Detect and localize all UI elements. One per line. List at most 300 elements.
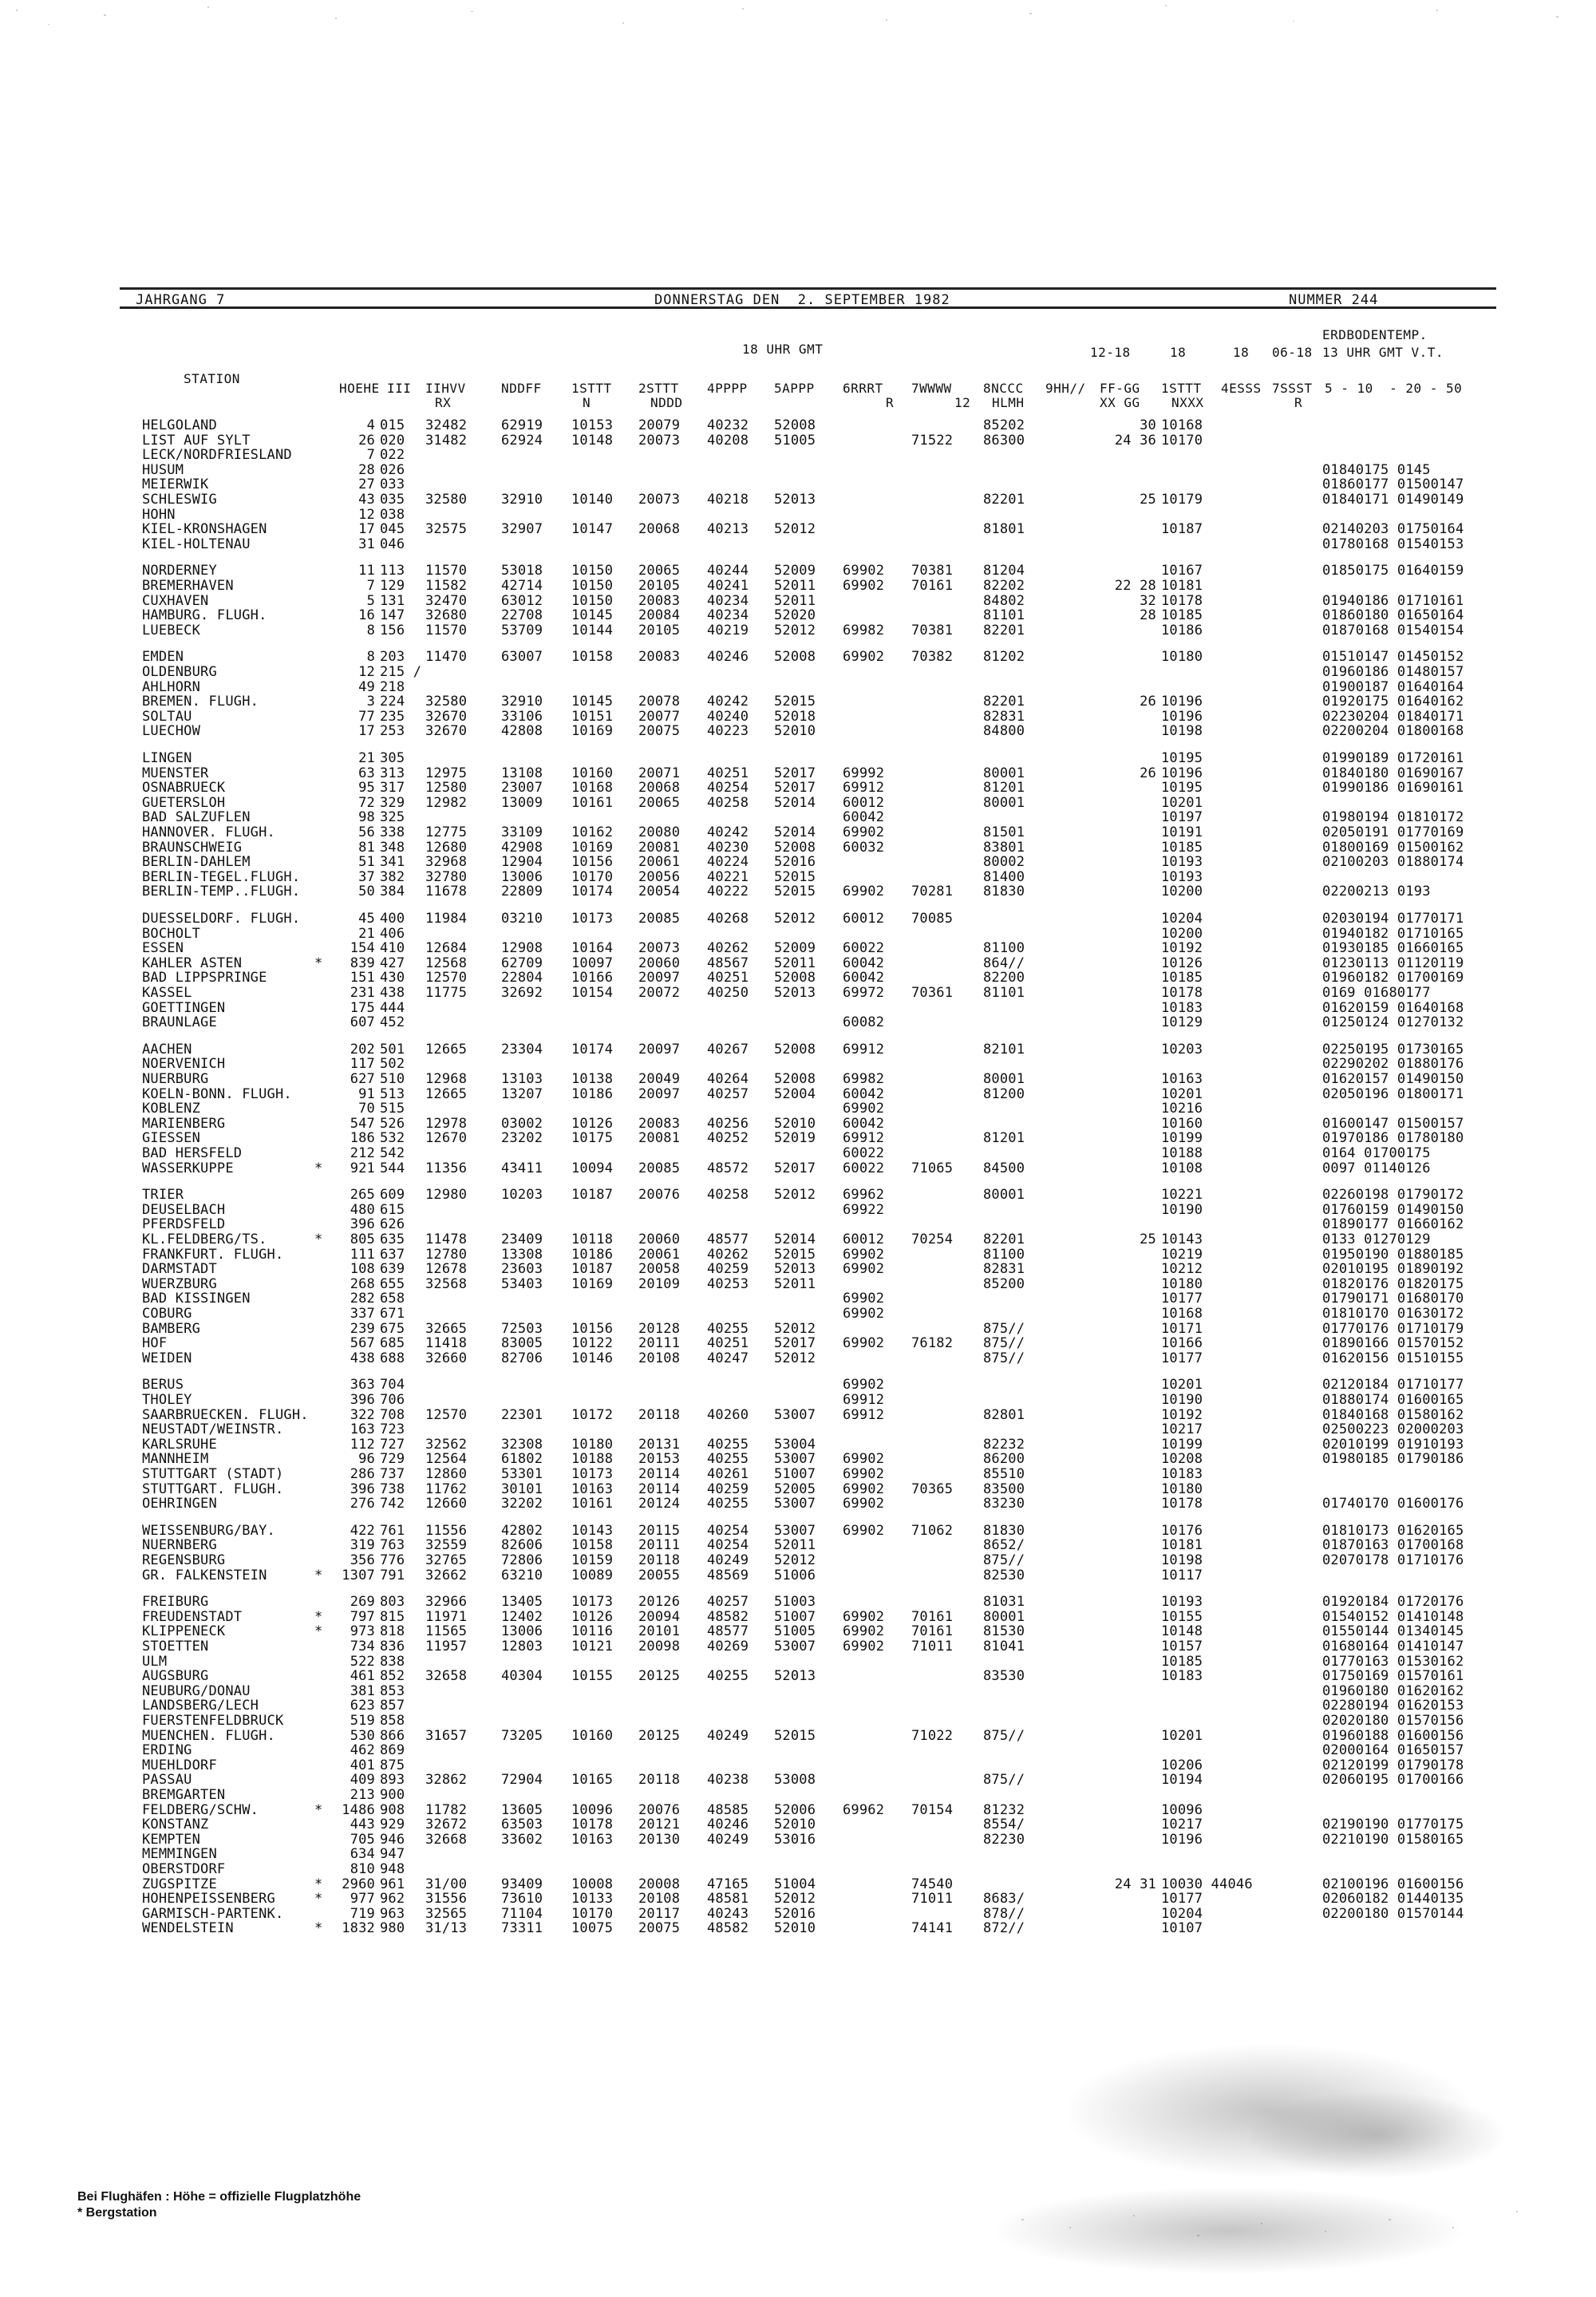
table-cell: 01980185 01790186 — [1322, 1451, 1464, 1468]
table-cell: 727 — [380, 1436, 405, 1453]
table-cell: 10185 — [1161, 1653, 1203, 1670]
table-cell: 10160 — [571, 765, 614, 781]
table-cell: 32202 — [501, 1496, 543, 1512]
table-cell: 1832 — [342, 1920, 375, 1937]
table-cell: 63007 — [501, 649, 543, 666]
table-cell: 01230113 01120119 — [1322, 955, 1464, 971]
table-cell: 10148 — [571, 432, 614, 449]
table-cell: 462 — [350, 1742, 375, 1759]
table-cell: 10159 — [571, 1552, 614, 1568]
station-name: MEIERWIK — [142, 476, 209, 493]
table-cell: 61802 — [501, 1451, 543, 1468]
table-cell: 01940186 01710161 — [1322, 592, 1464, 609]
table-cell: 156 — [380, 622, 405, 638]
col-6rrrt-sub: R — [886, 395, 895, 410]
table-cell: 40261 — [707, 1466, 749, 1482]
table-cell: 10178 — [571, 1817, 614, 1833]
table-cell: 973 — [350, 1623, 375, 1640]
table-cell: 10185 — [1161, 839, 1203, 856]
table-cell: 40219 — [707, 622, 749, 638]
table-cell: 40247 — [707, 1350, 749, 1366]
table-cell: 20008 — [638, 1876, 681, 1892]
table-cell: 544 — [380, 1160, 405, 1176]
table-cell: 11 — [358, 563, 375, 579]
table-cell: 8554/ — [983, 1817, 1025, 1833]
table-cell: 671 — [380, 1306, 405, 1322]
table-cell: 10157 — [1161, 1639, 1203, 1655]
table-cell: 82706 — [501, 1350, 543, 1366]
table-cell: 52008 — [774, 970, 816, 986]
table-cell: 81100 — [983, 940, 1025, 957]
table-cell: 0169 01680177 — [1322, 985, 1431, 1001]
table-cell: 268 — [350, 1275, 375, 1292]
table-cell: 980 — [380, 1920, 405, 1937]
table-cell: 763 — [380, 1537, 405, 1554]
soil-temp-subheader: 13 UHR GMT V.T. — [1322, 345, 1444, 360]
table-cell: 70154 — [911, 1801, 954, 1818]
table-cell: 69902 — [843, 1639, 885, 1655]
table-cell: 532 — [380, 1130, 405, 1147]
table-cell: 03002 — [501, 1115, 543, 1132]
station-name: STOETTEN — [142, 1639, 209, 1655]
table-cell: 40249 — [707, 1727, 749, 1744]
table-cell: 961 — [380, 1876, 405, 1892]
table-cell: 567 — [350, 1335, 375, 1352]
table-cell: 8652/ — [983, 1537, 1025, 1554]
table-cell: 033 — [380, 476, 405, 493]
table-cell: 20094 — [638, 1608, 681, 1625]
station-name: KOELN-BONN. FLUGH. — [142, 1085, 292, 1102]
table-cell: 875// — [983, 1727, 1025, 1744]
table-cell: 10169 — [571, 1275, 614, 1292]
table-cell: 10196 — [1161, 765, 1203, 781]
table-cell: 82201 — [983, 622, 1025, 638]
station-name: WEIDEN — [142, 1350, 192, 1366]
table-cell: 186 — [350, 1130, 375, 1147]
table-cell: 10170 — [1161, 432, 1203, 449]
table-cell: 52009 — [774, 563, 816, 579]
table-cell: 11678 — [425, 884, 468, 900]
table-cell: 11971 — [425, 1608, 468, 1625]
table-cell: 23202 — [501, 1130, 543, 1147]
table-cell: 01880174 01600165 — [1322, 1392, 1464, 1408]
table-cell: 40251 — [707, 1335, 749, 1352]
table-cell: 84802 — [983, 592, 1025, 609]
station-name: NEUBURG/DONAU — [142, 1682, 251, 1699]
table-cell: 329 — [380, 794, 405, 811]
station-name: STUTTGART (STADT) — [142, 1466, 284, 1482]
table-cell: 32482 — [425, 417, 468, 433]
col-nddff: NDDFF — [501, 381, 542, 396]
station-name: ERDING — [142, 1742, 192, 1759]
table-cell: 53007 — [774, 1496, 816, 1512]
table-cell: 13103 — [501, 1071, 543, 1087]
table-cell: 10166 — [571, 970, 614, 986]
table-cell: 81201 — [983, 1130, 1025, 1147]
table-cell: 81202 — [983, 649, 1025, 666]
table-cell: 10186 — [1161, 622, 1203, 638]
table-cell: 25 — [1140, 492, 1156, 508]
table-cell: 69922 — [843, 1201, 885, 1218]
station-name: SCHLESWIG — [142, 492, 217, 508]
table-cell: 10155 — [1161, 1608, 1203, 1625]
table-cell: 20124 — [638, 1496, 681, 1512]
station-name: BERUS — [142, 1377, 184, 1394]
table-cell: 52015 — [774, 868, 816, 885]
table-cell: 40262 — [707, 940, 749, 957]
table-cell: 10191 — [1161, 824, 1203, 840]
table-cell: 02050191 01770169 — [1322, 824, 1464, 840]
table-cell: 10172 — [571, 1406, 614, 1423]
table-cell: 21 — [358, 925, 375, 942]
table-cell: 52015 — [774, 694, 816, 710]
table-cell: 02500223 02000203 — [1322, 1421, 1464, 1438]
table-cell: 341 — [380, 854, 405, 871]
table-cell: 875// — [983, 1772, 1025, 1789]
table-cell: 70281 — [911, 884, 954, 900]
table-cell: 20058 — [638, 1261, 681, 1278]
table-cell: 10158 — [571, 1537, 614, 1554]
table-cell: 81200 — [983, 1085, 1025, 1102]
table-cell: 12908 — [501, 940, 543, 957]
table-cell: 49 — [358, 678, 375, 695]
station-name: BRAUNSCHWEIG — [142, 839, 243, 856]
table-cell: 10096 — [571, 1801, 614, 1818]
table-cell: 810 — [350, 1861, 375, 1877]
group-18b: 18 — [1233, 345, 1250, 360]
table-cell: 10177 — [1161, 1891, 1203, 1908]
table-cell: 40254 — [707, 1522, 749, 1539]
table-cell: 62924 — [501, 432, 543, 449]
table-cell: 69902 — [843, 1623, 885, 1640]
table-cell: 74141 — [911, 1920, 954, 1937]
table-cell: 10185 — [1161, 970, 1203, 986]
table-cell: 02200180 01570144 — [1322, 1905, 1464, 1922]
table-cell: 8 — [366, 649, 375, 666]
table-cell: 02190190 01770175 — [1322, 1817, 1464, 1833]
table-cell: 69902 — [843, 1377, 885, 1394]
table-cell: 108 — [350, 1261, 375, 1278]
table-cell: 53007 — [774, 1406, 816, 1423]
table-cell: 10174 — [571, 884, 614, 900]
table-cell: 212 — [350, 1145, 375, 1161]
table-cell: 382 — [380, 868, 405, 885]
table-cell: 53018 — [501, 563, 543, 579]
table-cell: 52011 — [774, 1537, 816, 1554]
table-cell: 32910 — [501, 694, 543, 710]
table-cell: 113 — [380, 563, 405, 579]
table-cell: 48582 — [707, 1608, 749, 1625]
table-cell: 10122 — [571, 1335, 614, 1352]
table-cell: 10163 — [1161, 1071, 1203, 1087]
table-cell: 502 — [380, 1056, 405, 1073]
table-cell: 32 — [1140, 592, 1156, 609]
table-cell: 01850175 01640159 — [1322, 563, 1464, 579]
table-cell: 81232 — [983, 1801, 1025, 1818]
table-cell: 02070178 01710176 — [1322, 1552, 1464, 1568]
table-cell: 10150 — [571, 592, 614, 609]
table-cell: 10193 — [1161, 868, 1203, 885]
table-cell: 48577 — [707, 1623, 749, 1640]
table-cell: 791 — [380, 1567, 405, 1583]
station-name: MUEHLDORF — [142, 1757, 217, 1773]
table-cell: 52012 — [774, 622, 816, 638]
table-cell: 10208 — [1161, 1451, 1203, 1468]
table-cell: 02210190 01580165 — [1322, 1831, 1464, 1848]
table-cell: 10173 — [571, 1466, 614, 1482]
table-cell: 40255 — [707, 1496, 749, 1512]
table-cell: 60012 — [843, 1232, 885, 1247]
table-cell: 69902 — [843, 1608, 885, 1625]
table-cell: 963 — [380, 1905, 405, 1922]
table-cell: 52010 — [774, 723, 816, 740]
table-cell: 10178 — [1161, 592, 1203, 609]
table-cell: 131 — [380, 592, 405, 609]
table-cell: 40253 — [707, 1275, 749, 1292]
table-cell: 20073 — [638, 940, 681, 957]
table-cell: 12684 — [425, 940, 468, 957]
table-cell: 02020180 01570156 — [1322, 1713, 1464, 1729]
table-cell: 32580 — [425, 694, 468, 710]
table-cell: 10186 — [571, 1246, 614, 1263]
table-cell: 76182 — [911, 1335, 954, 1352]
table-cell: 52012 — [774, 1350, 816, 1366]
table-cell: 706 — [380, 1392, 405, 1408]
table-cell: 71104 — [501, 1905, 543, 1922]
table-cell: 12680 — [425, 839, 468, 856]
table-cell: 82202 — [983, 578, 1025, 594]
table-cell: 82801 — [983, 1406, 1025, 1423]
table-cell: 10196 — [1161, 694, 1203, 710]
table-cell: 69962 — [843, 1801, 885, 1818]
table-cell: 01620159 01640168 — [1322, 999, 1464, 1016]
table-cell: 337 — [350, 1306, 375, 1322]
table-cell: 02120184 01710177 — [1322, 1377, 1464, 1394]
table-cell: 22809 — [501, 884, 543, 900]
table-cell: 53403 — [501, 1275, 543, 1292]
station-name: BREMGARTEN — [142, 1787, 226, 1803]
table-cell: 22 28 — [1114, 578, 1156, 594]
table-cell: 430 — [380, 970, 405, 986]
table-cell: 70161 — [911, 1623, 954, 1640]
table-cell: 627 — [350, 1071, 375, 1087]
table-cell: 20126 — [638, 1594, 681, 1611]
table-cell: 427 — [380, 955, 405, 971]
station-name: KOBLENZ — [142, 1101, 201, 1117]
table-cell: 52013 — [774, 985, 816, 1001]
table-cell: 338 — [380, 824, 405, 840]
table-cell: 10168 — [571, 780, 614, 797]
station-name: LIST AUF SYLT — [142, 432, 251, 449]
mountain-station-mark: * — [314, 1801, 323, 1818]
table-cell: 11775 — [425, 985, 468, 1001]
table-cell: 10160 — [571, 1727, 614, 1744]
table-cell: 20065 — [638, 563, 681, 579]
table-cell: 40240 — [707, 708, 749, 725]
table-cell: 977 — [350, 1891, 375, 1908]
table-cell: 858 — [380, 1713, 405, 1729]
table-cell: 20097 — [638, 970, 681, 986]
station-name: BOCHOLT — [142, 925, 201, 942]
table-cell: 33602 — [501, 1831, 543, 1848]
table-cell: 10140 — [571, 492, 614, 508]
table-cell: 803 — [380, 1594, 405, 1611]
table-cell: 12975 — [425, 765, 468, 781]
table-cell: 818 — [380, 1623, 405, 1640]
table-cell: 10169 — [571, 723, 614, 740]
col-hoehe: HOEHE — [339, 381, 380, 396]
col-4pppp: 4PPPP — [707, 381, 748, 396]
table-cell: 20114 — [638, 1466, 681, 1482]
table-cell: 40213 — [707, 521, 749, 538]
table-cell: 10199 — [1161, 1130, 1203, 1147]
table-cell: 10096 — [1161, 1801, 1203, 1818]
table-cell: 24 36 — [1114, 432, 1156, 449]
table-cell: 48567 — [707, 955, 749, 971]
table-cell: 10196 — [1161, 708, 1203, 725]
table-cell: 286 — [350, 1466, 375, 1482]
table-cell: 81101 — [983, 985, 1025, 1001]
col-1sttt-18: 1STTT — [1161, 381, 1202, 396]
table-cell: 501 — [380, 1041, 405, 1058]
mountain-station-mark: * — [314, 1608, 323, 1625]
station-name: HOF — [142, 1335, 168, 1352]
table-cell: 639 — [380, 1261, 405, 1278]
table-cell: 01770163 01530162 — [1322, 1653, 1464, 1670]
table-cell: 218 — [380, 678, 405, 695]
table-cell: 1486 — [342, 1801, 375, 1818]
table-cell: 23007 — [501, 780, 543, 797]
table-cell: 31556 — [425, 1891, 468, 1908]
table-cell: 52019 — [774, 1130, 816, 1147]
table-cell: 02120199 01790178 — [1322, 1757, 1464, 1773]
table-cell: 40258 — [707, 1187, 749, 1204]
station-name: BAD SALZUFLEN — [142, 809, 251, 826]
table-cell: 276 — [350, 1496, 375, 1512]
table-cell: 52012 — [774, 1187, 816, 1204]
station-name: LECK/NORDFRIESLAND — [142, 447, 292, 464]
table-cell: 81801 — [983, 521, 1025, 538]
table-cell: 10217 — [1161, 1421, 1203, 1438]
station-name: KARLSRUHE — [142, 1436, 217, 1453]
table-cell: 40251 — [707, 765, 749, 781]
table-cell: 0133 01270129 — [1322, 1232, 1431, 1247]
table-cell: 01960180 01620162 — [1322, 1682, 1464, 1699]
table-cell: 40255 — [707, 1668, 749, 1685]
mountain-station-mark: * — [314, 1623, 323, 1640]
table-cell: 48569 — [707, 1567, 749, 1583]
table-cell: 10121 — [571, 1639, 614, 1655]
table-cell: 01860177 01500147 — [1322, 476, 1464, 493]
table-cell: 81530 — [983, 1623, 1025, 1640]
table-cell: 83500 — [983, 1481, 1025, 1497]
table-cell: 10163 — [571, 1481, 614, 1497]
table-cell: 235 — [380, 708, 405, 725]
table-cell: 946 — [380, 1831, 405, 1848]
station-name: GUETERSLOH — [142, 794, 226, 811]
table-cell: 17 — [358, 521, 375, 538]
table-cell: 01990186 01690161 — [1322, 780, 1464, 797]
station-name: KL.FELDBERG/TS. — [142, 1232, 267, 1247]
table-cell: 12670 — [425, 1130, 468, 1147]
table-cell: 01780168 01540153 — [1322, 536, 1464, 552]
table-cell: 16 — [358, 607, 375, 624]
table-cell: 11782 — [425, 1801, 468, 1818]
table-cell: 69902 — [843, 1481, 885, 1497]
table-cell: 01750169 01570161 — [1322, 1668, 1464, 1685]
table-cell: 10199 — [1161, 1436, 1203, 1453]
table-cell: 151 — [350, 970, 375, 986]
table-cell: 20111 — [638, 1335, 681, 1352]
station-name: BERLIN-TEGEL.FLUGH. — [142, 868, 301, 885]
table-cell: 01980194 01810172 — [1322, 809, 1464, 826]
table-cell: 52015 — [774, 884, 816, 900]
col-7ssst: 7SSST — [1272, 381, 1313, 396]
table-cell: 12570 — [425, 1406, 468, 1423]
table-cell: 32862 — [425, 1772, 468, 1789]
soil-temp-header: ERDBODENTEMP. — [1322, 327, 1428, 342]
table-cell: 43411 — [501, 1160, 543, 1176]
station-name: FREUDENSTADT — [142, 1608, 243, 1625]
table-cell: 10203 — [1161, 1041, 1203, 1058]
table-cell: 10156 — [571, 854, 614, 871]
table-cell: 10170 — [571, 868, 614, 885]
table-cell: 11957 — [425, 1639, 468, 1655]
table-cell: 70085 — [911, 911, 954, 927]
table-cell: 10204 — [1161, 911, 1203, 927]
table-cell: 705 — [350, 1831, 375, 1848]
group-18a: 18 — [1170, 345, 1187, 360]
table-cell: 20054 — [638, 884, 681, 900]
table-cell: 81101 — [983, 607, 1025, 624]
table-cell: 70365 — [911, 1481, 954, 1497]
table-cell: 20083 — [638, 592, 681, 609]
table-cell: 313 — [380, 765, 405, 781]
table-cell: 10143 — [571, 1522, 614, 1539]
table-cell: 20153 — [638, 1451, 681, 1468]
table-cell: 20060 — [638, 955, 681, 971]
table-cell: 708 — [380, 1406, 405, 1423]
station-name: ULM — [142, 1653, 168, 1670]
table-cell: 52004 — [774, 1085, 816, 1102]
col-6rrrt: 6RRRT — [843, 381, 883, 396]
table-cell: 038 — [380, 506, 405, 523]
station-name: MANNHEIM — [142, 1451, 209, 1468]
table-cell: 10145 — [571, 694, 614, 710]
table-cell: 10180 — [1161, 1481, 1203, 1497]
table-cell: 10164 — [571, 940, 614, 957]
station-name: KONSTANZ — [142, 1817, 209, 1833]
table-cell: 20068 — [638, 780, 681, 797]
mountain-station-mark: * — [314, 1920, 323, 1937]
table-cell: 80001 — [983, 794, 1025, 811]
table-cell: 0164 01700175 — [1322, 1145, 1431, 1161]
table-cell: 147 — [380, 607, 405, 624]
table-cell: 69902 — [843, 578, 885, 594]
table-cell: 893 — [380, 1772, 405, 1789]
table-cell: 406 — [380, 925, 405, 942]
table-cell: 01770176 01710179 — [1322, 1320, 1464, 1337]
table-cell: 73610 — [501, 1891, 543, 1908]
table-cell: 01920175 01640162 — [1322, 694, 1464, 710]
table-cell: 10190 — [1161, 1201, 1203, 1218]
table-cell: 40264 — [707, 1071, 749, 1087]
table-cell: 857 — [380, 1698, 405, 1714]
table-cell: 47165 — [707, 1876, 749, 1892]
station-name: MEMMINGEN — [142, 1846, 217, 1863]
mountain-station-mark: * — [314, 1567, 323, 1583]
table-cell: 69902 — [843, 824, 885, 840]
